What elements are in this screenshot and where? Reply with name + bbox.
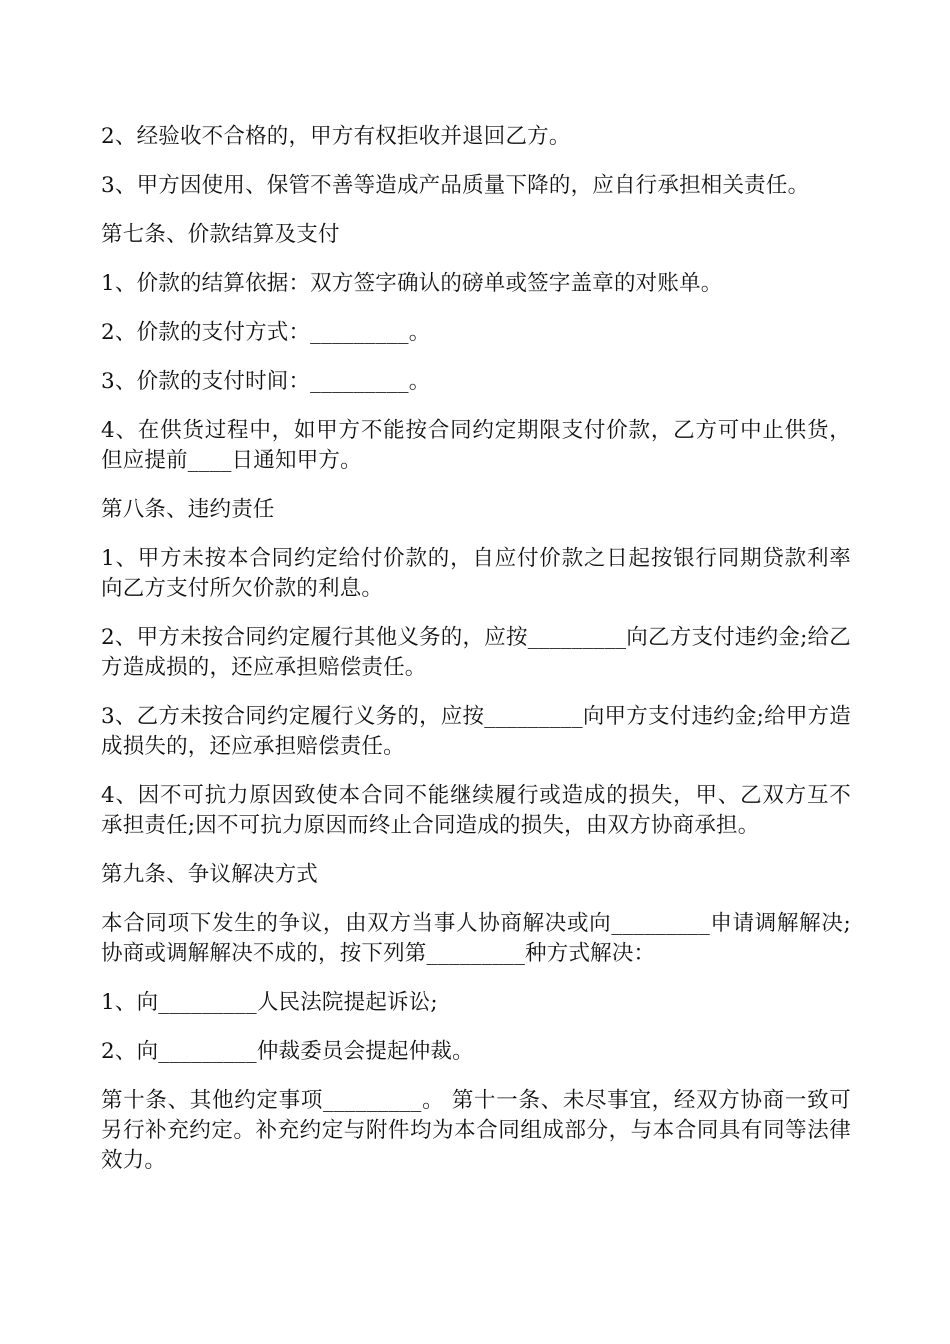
clause-8-item-4: 4、因不可抗力原因致使本合同不能继续履行或造成的损失，甲、乙双方互不承担责任;因不可抗力原因而终止合同造成的损失，由双方协商承担。 — [101, 783, 851, 838]
clause-10-11-body: 第十条、其他约定事项_________。 第十一条、未尽事宜，经双方协商一致可另行补充约定。补充约定与附件均为本合同组成部分，与本合同具有同等法律效力。 — [101, 1088, 851, 1173]
clause-8-item-2: 2、甲方未按合同约定履行其他义务的，应按_________向乙方支付违约金;给乙方造成损的，还应承担赔偿责任。 — [101, 625, 851, 680]
clause-6-item-3: 3、甲方因使用、保管不善等造成产品质量下降的，应自行承担相关责任。 — [101, 173, 810, 198]
clause-9-body: 本合同项下发生的争议，由双方当事人协商解决或向_________申请调解解决;协商或调解解决不成的，按下列第_________种方式解决： — [101, 911, 851, 966]
clause-7-item-2: 2、价款的支付方式：_________。 — [101, 320, 431, 345]
clause-7-item-1: 1、价款的结算依据：双方签字确认的磅单或签字盖章的对账单。 — [101, 271, 723, 296]
clause-7-heading: 第七条、价款结算及支付 — [101, 222, 340, 247]
clause-9-heading: 第九条、争议解决方式 — [101, 862, 319, 887]
clause-7-item-3: 3、价款的支付时间：_________。 — [101, 369, 431, 394]
clause-8-item-1: 1、甲方未按本合同约定给付价款的，自应付价款之日起按银行同期贷款利率向乙方支付所欠价款的利息。 — [101, 546, 851, 601]
clause-8-item-3: 3、乙方未按合同约定履行义务的，应按_________向甲方支付违约金;给甲方造成损失的，还应承担赔偿责任。 — [101, 704, 851, 759]
document-body — [101, 122, 851, 1195]
clause-6-item-2: 2、经验收不合格的，甲方有权拒收并退回乙方。 — [101, 124, 571, 149]
clause-7-item-4: 4、在供货过程中，如甲方不能按合同约定期限支付价款，乙方可中止供货，但应提前____日通知甲方。 — [101, 418, 851, 473]
clause-9-option-2: 2、向_________仲裁委员会提起仲裁。 — [101, 1039, 474, 1064]
clause-9-option-1: 1、向_________人民法院提起诉讼; — [101, 990, 438, 1015]
clause-8-heading: 第八条、违约责任 — [101, 497, 275, 522]
